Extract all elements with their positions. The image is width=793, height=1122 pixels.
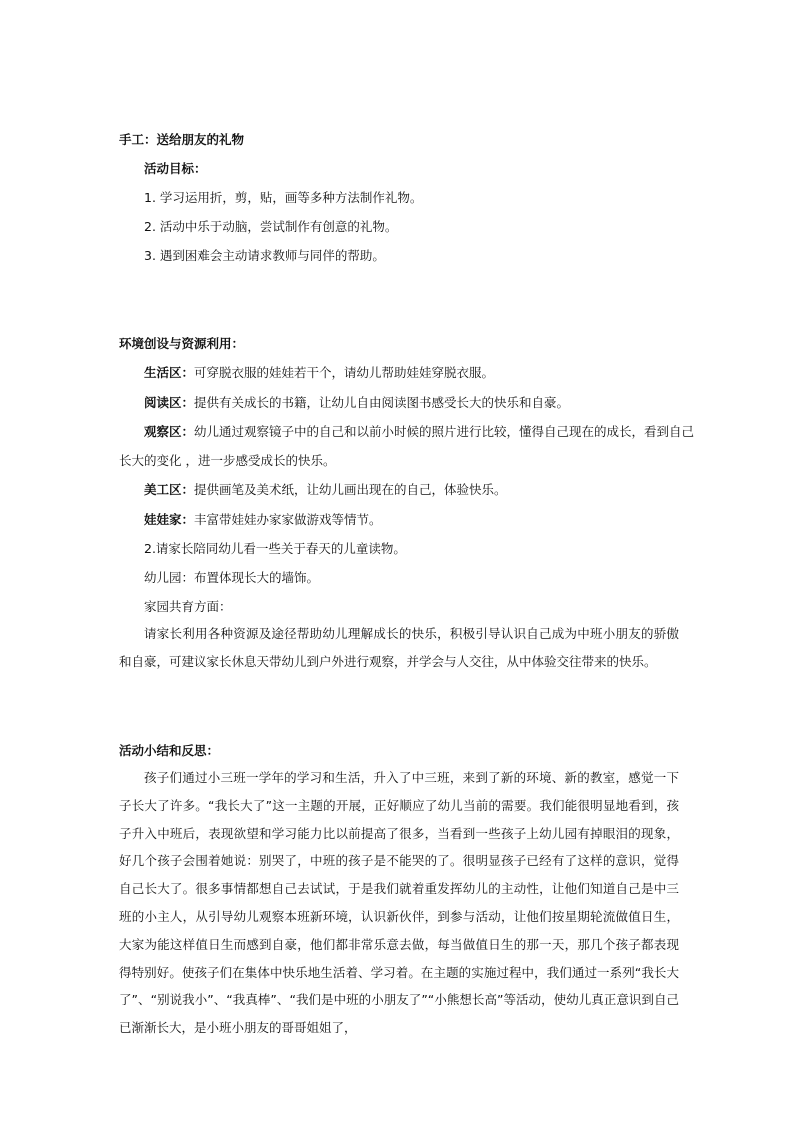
area-label: 阅读区：: [144, 395, 195, 410]
goal-heading: 活动目标：: [144, 161, 207, 176]
summary-text: 孩子们通过小三班一学年的学习和生活，升入了中三班，来到了新的环境、新的教室，感觉一下子长大了许多。“我长大了”这一主题的开展，正好顺应了幼儿当前的需要。我们能很明显地看到，孩子升入中班后，表现欲望和学习能力比以前提高了很多，当看到一些孩子上幼儿园有掉眼泪的现象，好几个孩子会围着她说：别哭了，中班的孩子是不能哭的了。很明显孩子已经有了这样的意识，觉得自己长大了。很多事情都想自己去试试，于是我们就着重发挥幼儿的主动性，让他们知道自己是中三班的小主人，从引导幼儿观察本班新环境，认识新伙伴，到参与活动，让他们按星期轮流做值日生，大家为能这样值日生而感到自豪，他们都非常乐意去做，每当做值日生的那一天，那几个孩子都表现得特别好。使孩子们在集体中快乐地生活着、学习着。在主题的实施过程中，我们通过一系列“我长大了”、“别说我小”、“我真棒”、“我们是中班的小朋友了”“小熊想长高”等活动，使幼儿真正意识到自己已渐渐长大，是小班小朋友的哥哥姐姐了，: [119, 770, 679, 1036]
goal-item-3: 3. 遇到困难会主动请求教师与同伴的帮助。: [144, 248, 385, 263]
area-observation-continued: 长大的变化 ，进一步感受成长的快乐。: [119, 453, 336, 468]
area-label: 生活区：: [144, 365, 195, 380]
goal-item-1: 1. 学习运用折，剪，贴，画等多种方法制作礼物。: [144, 190, 423, 205]
area-label: 观察区：: [144, 424, 195, 439]
area-life: [144, 363, 704, 383]
area-label: 美工区：: [144, 482, 195, 497]
area-text: 幼儿通过观察镜子中的自己和以前小时候的照片进行比较，懂得自己现在的成长，看到自己: [194, 424, 695, 439]
goal-item-2: 2. 活动中乐于动脑，尝试制作有创意的礼物。: [144, 219, 398, 234]
section-title-environment: 环境创设与资源利用：: [119, 336, 245, 351]
area-text: 丰富带娃娃办家家做游戏等情节。: [194, 512, 382, 527]
home-cooperation-text: 请家长利用各种资源及途径帮助幼儿理解成长的快乐，积极引导认识自己成为中班小朋友的骄傲和自豪，可建议家长休息天带幼儿到户外进行观察，并学会与人交往，从中体验交往带来的快乐。: [119, 626, 679, 669]
area-text: 提供画笔及美术纸，让幼儿画出现在的自己，体验快乐。: [194, 482, 507, 497]
area-doll-house: [144, 510, 704, 530]
section-title-handcraft: 手工：送给朋友的礼物: [119, 132, 245, 147]
area-reading: [144, 393, 704, 413]
parent-reading-item: 2.请家长陪同幼儿看一些关于春天的儿童读物。: [144, 541, 406, 556]
area-observation: [144, 422, 704, 442]
area-label: 娃娃家：: [144, 512, 195, 527]
area-text: 提供有关成长的书籍，让幼儿自由阅读图书感受长大的快乐和自豪。: [194, 395, 570, 410]
kindergarten-item: 幼儿园：布置体现长大的墙饰。: [144, 570, 320, 585]
section-title-summary: 活动小结和反思：: [119, 743, 220, 758]
area-text: 可穿脱衣服的娃娃若干个，请幼儿帮助娃娃穿脱衣服。: [194, 365, 495, 380]
area-art: [144, 480, 704, 500]
home-cooperation-heading: 家园共育方面：: [144, 599, 232, 614]
